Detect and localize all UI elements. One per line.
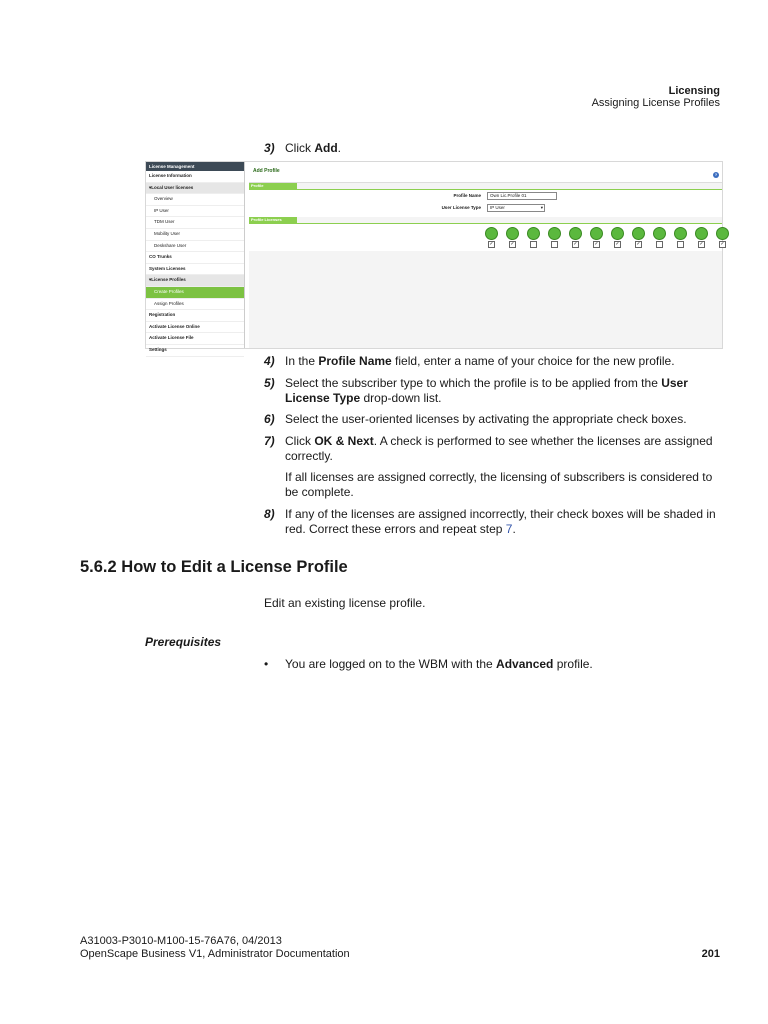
license-checkbox[interactable]: ✓: [615, 241, 620, 247]
user-license-type-value: IP User: [490, 205, 505, 210]
license-checkbox[interactable]: ✓: [636, 241, 641, 247]
license-type-icon: [632, 227, 645, 240]
license-type-icon: [506, 227, 519, 240]
license-checkbox[interactable]: ✓: [489, 241, 494, 247]
section-profile-licenses: Profile Licenses: [249, 217, 297, 223]
license-type-icon: [695, 227, 708, 240]
running-header-subtitle: Assigning License Profiles: [591, 97, 720, 109]
step-number: 3): [264, 141, 275, 155]
footer-doc-title: OpenScape Business V1, Administrator Documentation: [80, 948, 350, 960]
user-license-type-select[interactable]: [487, 204, 545, 212]
license-type-icon: [527, 227, 540, 240]
sidebar-item-system-licenses[interactable]: System Licenses: [146, 264, 244, 276]
sidebar-item-local-user-licenses[interactable]: ▾Local User licenses: [146, 183, 244, 195]
license-checkbox[interactable]: [656, 241, 663, 248]
license-checkbox[interactable]: ✓: [699, 241, 704, 247]
step-number: 6): [264, 412, 275, 426]
license-type-icon: [611, 227, 624, 240]
license-checkbox[interactable]: [677, 241, 684, 248]
sidebar-item-overview[interactable]: Overview: [146, 194, 244, 206]
step-text: . A check is performed to see whether the licenses are assigned correctly.: [285, 434, 713, 463]
prerequisite-item: [264, 657, 724, 671]
sidebar-item-tdm-user[interactable]: TDM User: [146, 217, 244, 229]
user-license-type-label: User License Type: [441, 205, 481, 210]
step-text: Select the user-oriented licenses by activating the appropriate check boxes.: [285, 412, 687, 426]
license-type-icon: [674, 227, 687, 240]
step-number: 5): [264, 376, 275, 390]
add-profile-screenshot: [145, 161, 725, 352]
step-text: If any of the licenses are assigned incorrectly, their check boxes will be shaded in red. Correct these errors and repeat step: [285, 507, 716, 536]
profile-name-input[interactable]: Own Lic.Profile 01: [487, 192, 557, 200]
step-number: 7): [264, 434, 275, 448]
sidebar-item-license-profiles[interactable]: ▾License Profiles: [146, 275, 244, 287]
panel-title: Add Profile: [253, 168, 280, 174]
step-bold: OK & Next: [314, 434, 374, 448]
prerequisites-label: Prerequisites: [145, 635, 222, 649]
sidebar-item-registration[interactable]: Registration: [146, 310, 244, 322]
sidebar-item-assign-profiles[interactable]: Assign Profiles: [146, 299, 244, 311]
step-bold: Profile Name: [318, 354, 392, 368]
license-type-icon: [653, 227, 666, 240]
license-checkbox[interactable]: ✓: [720, 241, 725, 247]
profile-form: [249, 190, 722, 217]
panel-title-bar: [249, 162, 722, 183]
section-heading: 5.6.2 How to Edit a License Profile: [80, 558, 348, 576]
step-text: .: [512, 521, 516, 536]
sidebar-header: License Management: [146, 162, 244, 171]
page-number: 201: [701, 948, 720, 960]
license-icon-row: [249, 224, 725, 251]
step-text: drop-down list.: [360, 390, 442, 405]
step-text: .: [337, 141, 342, 155]
license-type-icon: [485, 227, 498, 240]
help-icon[interactable]: ?: [714, 172, 718, 177]
sidebar-item-ip-user[interactable]: IP User: [146, 206, 244, 218]
license-checkbox[interactable]: [530, 241, 537, 248]
sidebar-item-license-information[interactable]: License Information: [146, 171, 244, 183]
section-profile: Profile: [249, 183, 297, 189]
license-checkbox[interactable]: ✓: [510, 241, 515, 247]
license-type-icon: [716, 227, 729, 240]
sidebar-item-mobility-user[interactable]: Mobility User: [146, 229, 244, 241]
sidebar-item-activate-license-file[interactable]: Activate License File: [146, 333, 244, 345]
sidebar-item-settings[interactable]: Settings: [146, 345, 244, 357]
chevron-down-icon: ▾: [540, 205, 543, 210]
license-type-icon: [548, 227, 561, 240]
license-checkbox[interactable]: ✓: [573, 241, 578, 247]
step-number: 8): [264, 507, 275, 521]
footer-doc-id: A31003-P3010-M100-15-76A76, 04/2013: [80, 935, 282, 947]
step-7-link[interactable]: 7: [505, 521, 513, 536]
step-6: [264, 412, 724, 427]
sidebar-item-activate-license-online[interactable]: Activate License Online: [146, 322, 244, 334]
step-8: [264, 507, 724, 536]
prerequisite-text: profile.: [553, 657, 593, 671]
license-type-icon: [590, 227, 603, 240]
wbm-sidebar: [146, 162, 245, 352]
step-text: Select the subscriber type to which the profile is to be applied from the: [285, 376, 662, 390]
profile-name-label: Profile Name: [453, 193, 481, 198]
wbm-main-panel: [249, 162, 725, 348]
sidebar-item-co-trunks[interactable]: CO Trunks: [146, 252, 244, 264]
license-checkbox[interactable]: ✓: [594, 241, 599, 247]
step-text: Click: [285, 434, 315, 448]
section-intro: Edit an existing license profile.: [264, 596, 426, 610]
step-text: Click: [285, 141, 315, 155]
step-text: In the: [285, 354, 319, 368]
step-7-note: If all licenses are assigned correctly, the licensing of subscribers is considered to be complete.: [285, 470, 713, 499]
step-3: [264, 141, 724, 156]
sidebar-item-deskshare-user[interactable]: Deskshare User: [146, 241, 244, 253]
license-type-icon: [569, 227, 582, 240]
sidebar-item-create-profiles[interactable]: Create Profiles: [146, 287, 244, 299]
step-4: [264, 354, 724, 369]
step-5: [264, 376, 724, 405]
prerequisite-text: You are logged on to the WBM with the: [285, 657, 497, 671]
step-bold: User License Type: [285, 376, 688, 405]
license-checkbox[interactable]: [551, 241, 558, 248]
step-7: [264, 434, 724, 463]
step-bold: Add: [314, 141, 338, 155]
bullet-icon: •: [264, 657, 269, 671]
running-header-title: Licensing: [668, 85, 720, 97]
prerequisite-bold: Advanced: [496, 657, 554, 671]
step-text: field, enter a name of your choice for the new profile.: [391, 354, 675, 368]
step-number: 4): [264, 354, 275, 368]
